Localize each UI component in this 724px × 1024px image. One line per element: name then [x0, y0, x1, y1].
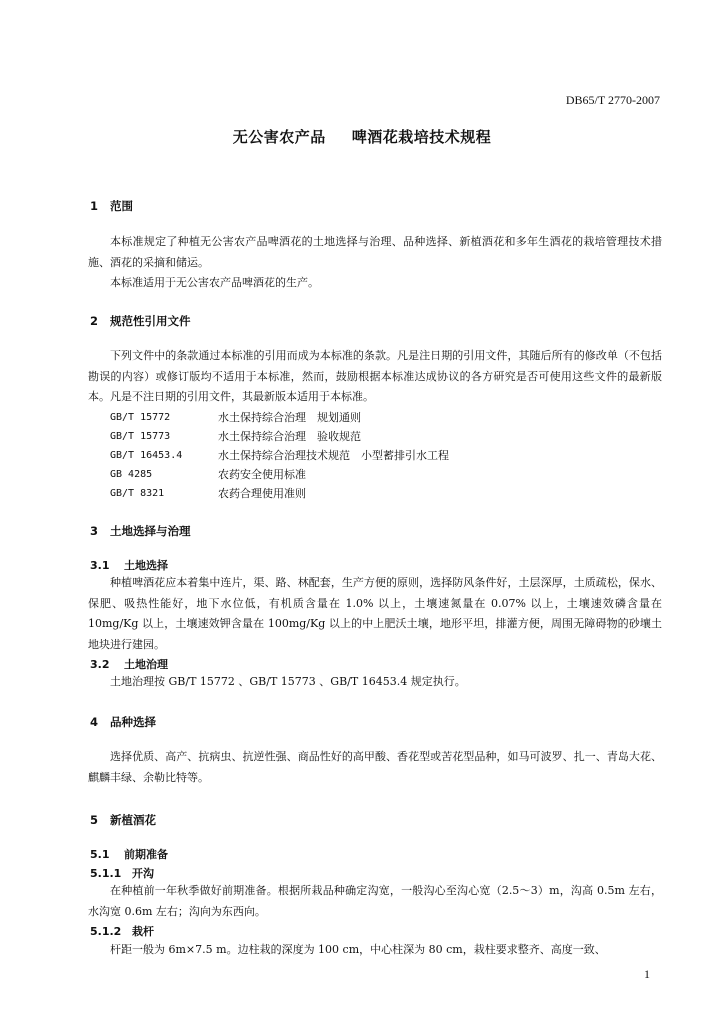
section-5-1-heading	[90, 846, 168, 862]
section-3-2-heading	[90, 656, 168, 672]
paragraph: 杆距一般为 6m×7.5 m。边柱栽的深度为 100 cm，中心柱深为 80 cm，栽柱要求整齐、高度一致、	[110, 943, 606, 956]
paragraph: 本标准适用于无公害农产品啤酒花的生产。	[110, 276, 319, 289]
section-number: 5.1	[90, 848, 110, 861]
section-number: 5.1.1	[90, 867, 122, 880]
reference-code: GB 4285	[110, 468, 153, 480]
page-number: 1	[644, 967, 650, 981]
reference-item	[88, 465, 662, 484]
section-5-1-1-heading	[90, 865, 154, 881]
section-title: 前期准备	[124, 848, 168, 861]
section-3-2-body	[88, 672, 662, 693]
paragraph: 土地治理按 GB/T 15772 、GB/T 15773 、GB/T 16453.4 规定执行。	[110, 675, 466, 688]
reference-name: 农药安全使用标准	[218, 467, 306, 481]
section-3-1-heading	[90, 557, 168, 573]
section-number: 4	[90, 715, 99, 729]
section-4-heading	[90, 714, 156, 730]
section-3-heading	[90, 523, 191, 539]
section-2-heading	[90, 313, 191, 329]
standard-code: DB65/T 2770-2007	[565, 93, 660, 107]
reference-name: 农药合理使用准则	[218, 486, 306, 500]
section-title: 土地选择	[124, 559, 168, 572]
section-number: 3	[90, 524, 99, 538]
section-5-1-2-body	[88, 940, 662, 961]
section-5-1-1-body	[88, 881, 662, 922]
section-title: 范围	[110, 199, 133, 213]
section-1-heading	[90, 198, 133, 214]
reference-code: GB/T 16453.4	[110, 449, 183, 461]
reference-list	[88, 408, 662, 503]
section-2-body	[88, 346, 662, 503]
section-title: 土地治理	[124, 658, 168, 671]
section-number: 5.1.2	[90, 925, 122, 938]
section-4-body	[88, 747, 662, 788]
title-main: 无公害农产品	[232, 128, 326, 146]
section-number: 3.1	[90, 559, 110, 572]
section-title: 新植酒花	[110, 813, 156, 827]
reference-item	[88, 408, 662, 427]
section-title: 品种选择	[110, 715, 156, 729]
section-5-1-2-heading	[90, 923, 154, 939]
document-title	[0, 126, 724, 147]
reference-code: GB/T 15773	[110, 430, 171, 442]
section-1-body	[88, 232, 662, 294]
reference-name: 水土保持综合治理 规划通则	[218, 410, 361, 424]
section-3-1-body	[88, 573, 662, 655]
section-number: 1	[90, 199, 99, 213]
section-5-heading	[90, 812, 156, 828]
paragraph: 选择优质、高产、抗病虫、抗逆性强、商品性好的高甲酸、香花型或苦花型品种，如马可波罗、扎一、青岛大花、麒麟丰绿、余勒比特等。	[88, 750, 662, 784]
reference-item	[88, 427, 662, 446]
section-number: 3.2	[90, 658, 110, 671]
title-sub: 啤酒花栽培技术规程	[351, 128, 492, 146]
reference-name: 水土保持综合治理 验收规范	[218, 429, 361, 443]
paragraph: 下列文件中的条款通过本标准的引用而成为本标准的条款。凡是注日期的引用文件，其随后所有的修改单（不包括勘误的内容）或修订版均不适用于本标准，然而，鼓励根据本标准达成协议的各方研究是否可使用这些文件的最新版本。凡是不注日期的引用文件，其最新版本适用于本标准。	[88, 349, 662, 403]
reference-name: 水土保持综合治理技术规范 小型蓄排引水工程	[218, 448, 449, 462]
reference-item	[88, 484, 662, 503]
section-title: 规范性引用文件	[110, 314, 191, 328]
section-title: 栽杆	[132, 925, 154, 938]
section-title: 土地选择与治理	[110, 524, 191, 538]
section-number: 5	[90, 813, 99, 827]
reference-code: GB/T 15772	[110, 411, 171, 423]
section-number: 2	[90, 314, 99, 328]
paragraph: 在种植前一年秋季做好前期准备。根据所栽品种确定沟宽，一般沟心至沟心宽（2.5～3）m，沟高 0.5m 左右，水沟宽 0.6m 左右；沟向为东西向。	[88, 884, 662, 918]
reference-item	[88, 446, 662, 465]
reference-code: GB/T 8321	[110, 487, 165, 499]
paragraph: 本标准规定了种植无公害农产品啤酒花的土地选择与治理、品种选择、新植酒花和多年生酒花的栽培管理技术措施、酒花的采摘和储运。	[88, 235, 662, 269]
paragraph: 种植啤酒花应本着集中连片，渠、路、林配套，生产方便的原则，选择防风条件好，土层深厚，土质疏松，保水、保肥、吸热性能好，地下水位低，有机质含量在 1.0% 以上，土壤速氮量在 0.07% 以上，土壤速效磷含量在 10mg/Kg 以上，土壤速效钾含量在 100mg/Kg 以上的中上肥沃土壤，地形平坦，排灌方便，周围无障碍物的砂壤土地块进行建园。	[88, 576, 662, 651]
section-title: 开沟	[132, 867, 154, 880]
